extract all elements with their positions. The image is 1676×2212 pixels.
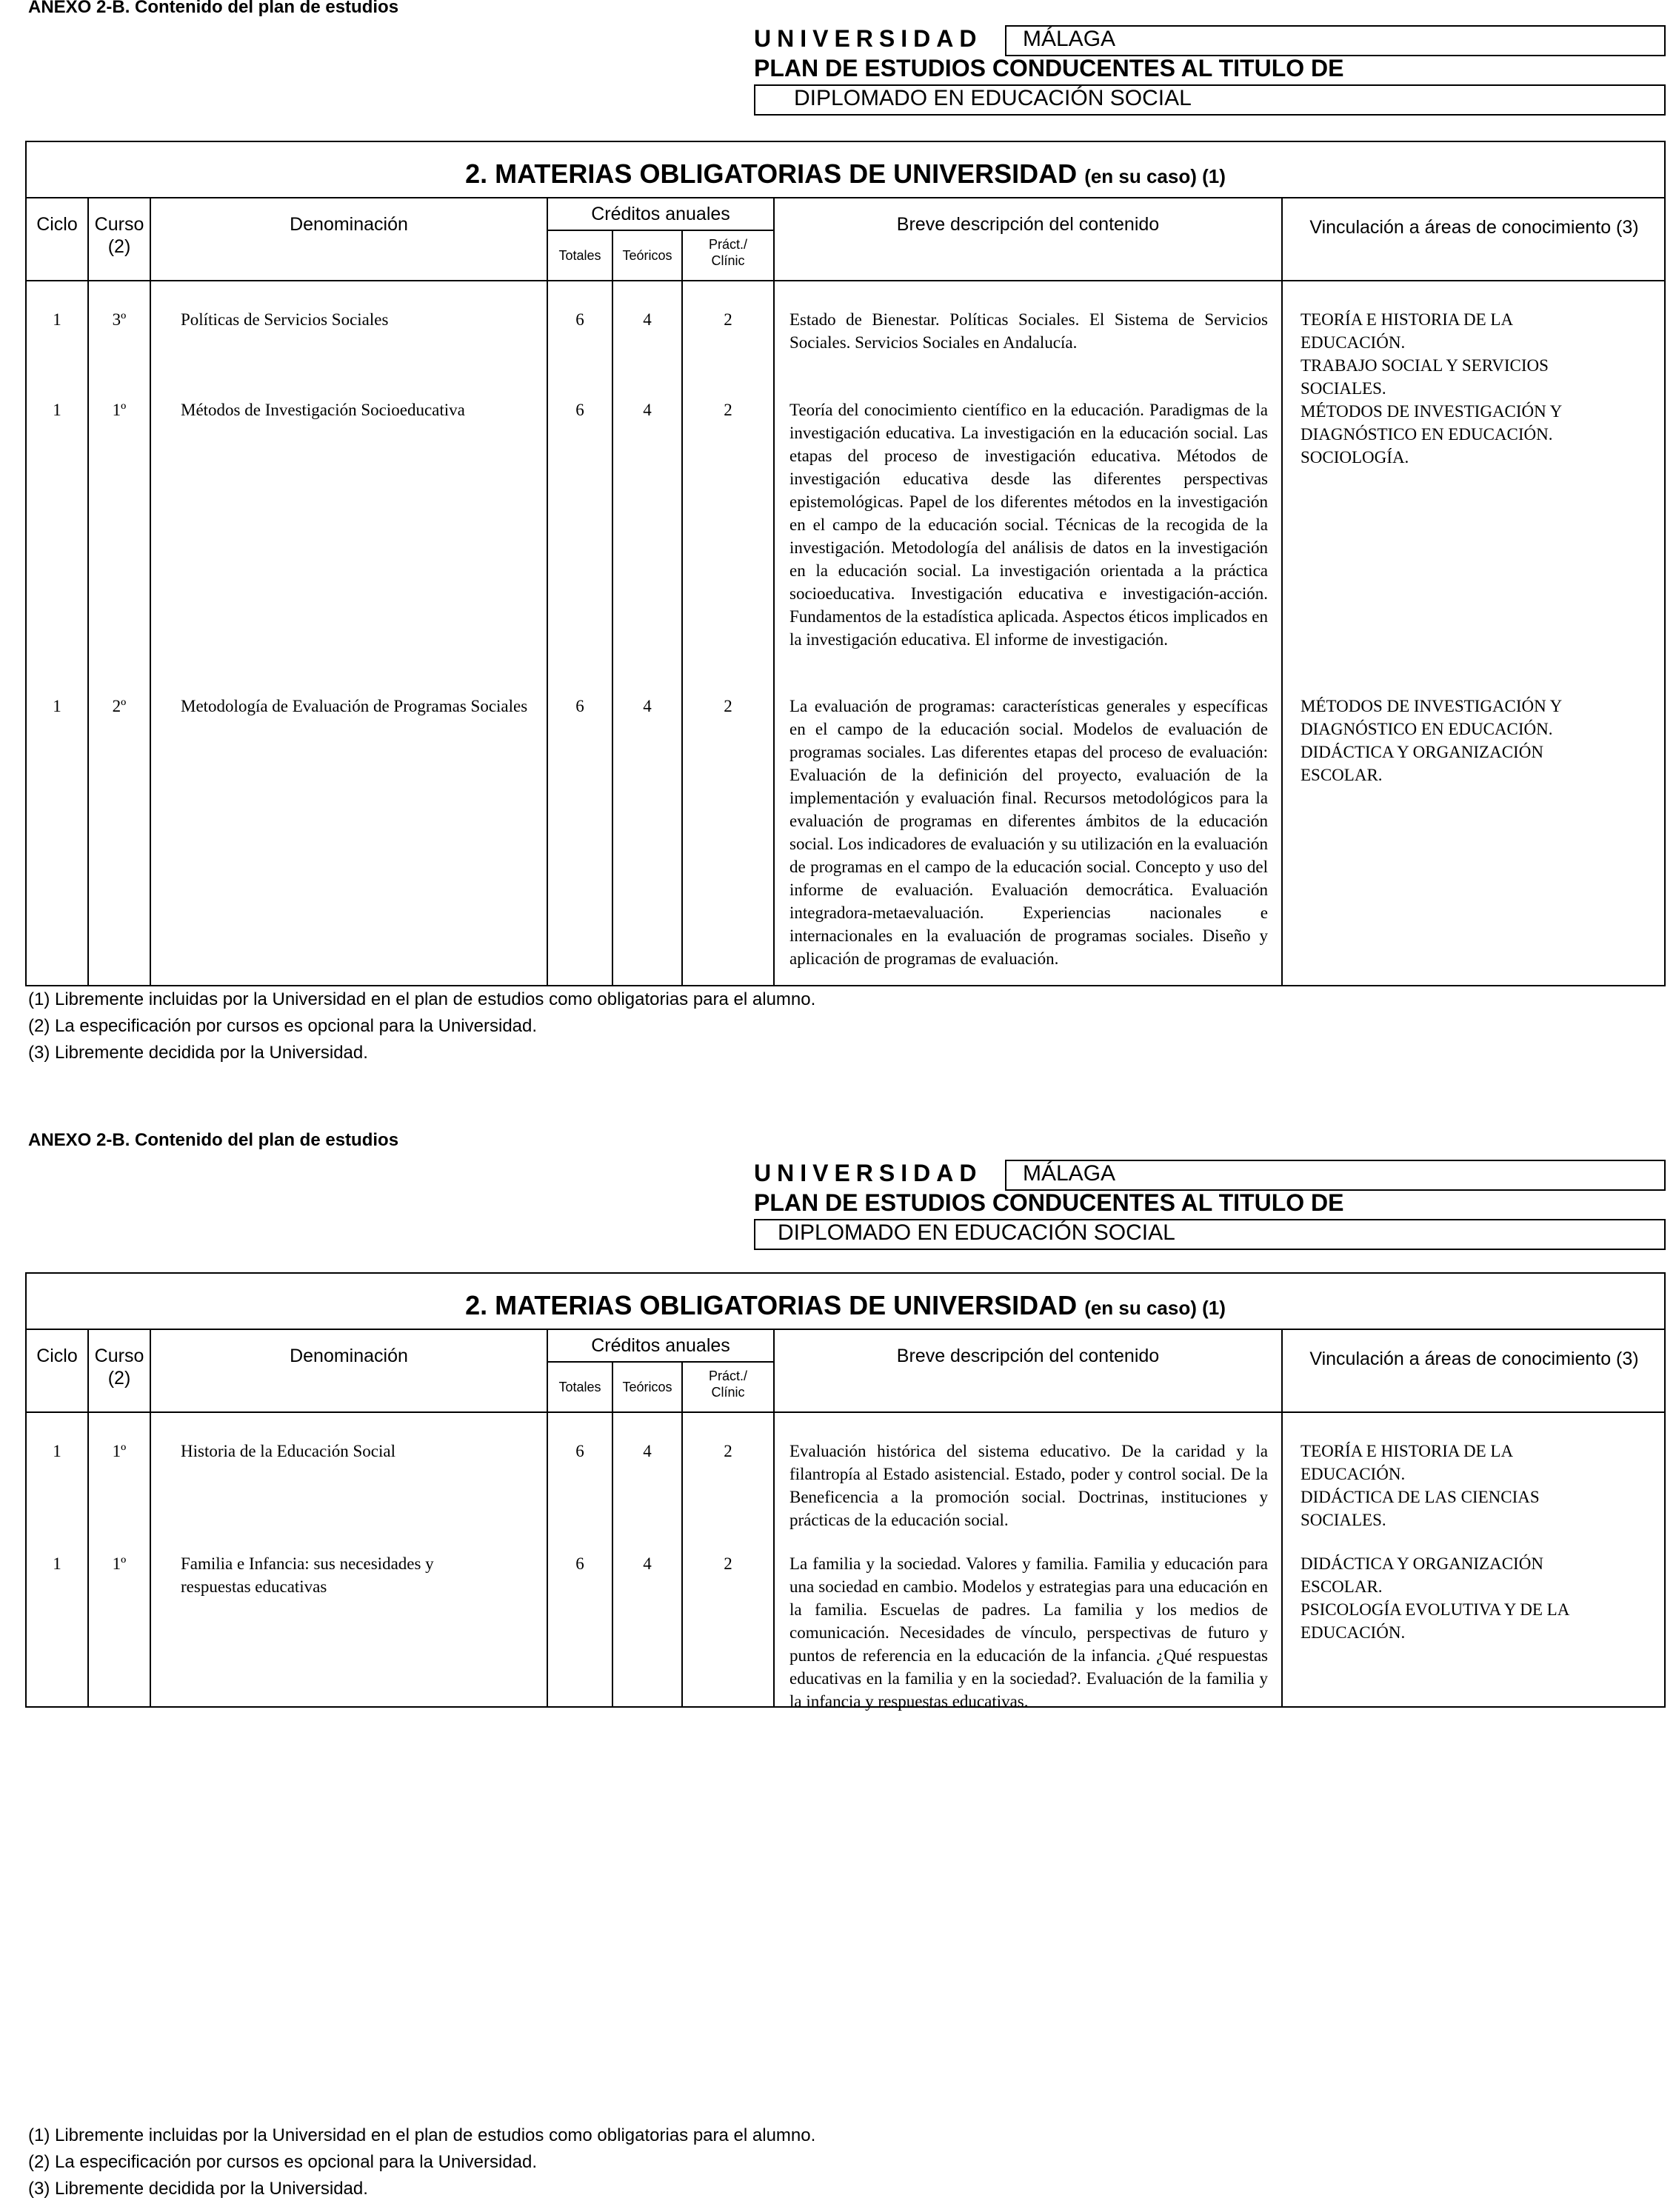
row-totales: 6 [575, 1442, 584, 1460]
row-teoricos: 4 [643, 1554, 652, 1573]
footnote-3: (3) Libremente decidida por la Universidad. [28, 2179, 368, 2199]
university-name: MÁLAGA [1023, 1161, 1116, 1186]
row-ciclo: 1 [53, 697, 61, 715]
row-curso: 1º [112, 1554, 127, 1573]
footnote-2: (2) La especificación por cursos es opcional para la Universidad. [28, 2152, 538, 2172]
row-totales: 6 [575, 1554, 584, 1573]
header-pract: Práct./ [708, 1369, 747, 1383]
row-curso: 1º [112, 401, 127, 419]
footnote-1: (1) Libremente incluidas por la Universidad en el plan de estudios como obligatorias para el alumno. [28, 989, 816, 1009]
row-practicos: 2 [724, 1554, 732, 1573]
header-curso: Curso [94, 214, 144, 235]
header-clinic: Clínic [711, 253, 745, 268]
header-totales: Totales [558, 1380, 601, 1394]
vinculacion-group: TEORÍA E HISTORIA DE LA EDUCACIÓN. TRABAJO SOCIAL Y SERVICIOS SOCIALES. MÉTODOS DE INVESTIGACIÓN Y DIAGNÓSTICO EN EDUCACIÓN. SOCIOLOGÍA. [1301, 310, 1563, 467]
row-teoricos: 4 [643, 1442, 652, 1460]
row-descripcion: La evaluación de programas: características generales y específicas en el campo de la educación social. Modelos de evaluación de programas sociales. Las diferentes etapas del proceso de evaluación: Evaluación de la definición del proyecto, evaluación de la implementación y evaluación final. Recursos metodológicos para la evaluación de programas en diferentes ámbitos de la educación social. Los indicadores de evaluación y su utilización en la evaluación de programas en el campo de la educación social. Concepto y uso del informe de evaluación. Evaluación democrática. Evaluación integradora-metaevaluación. Experiencias nacionales e internacionales en la evaluación de programas sociales. Diseño y aplicación de programas de evaluación. [789, 697, 1268, 968]
row-denominacion: Familia e Infancia: sus necesidades y respuestas educativas [181, 1554, 434, 1596]
row-ciclo: 1 [53, 1442, 61, 1460]
row-practicos: 2 [724, 1442, 732, 1460]
annex-heading: ANEXO 2-B. Contenido del plan de estudios [28, 0, 399, 17]
header-vinculacion: Vinculación a áreas de conocimiento (3) [1309, 217, 1639, 238]
header-vinculacion: Vinculación a áreas de conocimiento (3) [1309, 1349, 1639, 1369]
row-curso: 1º [112, 1442, 127, 1460]
university-name: MÁLAGA [1023, 27, 1116, 51]
row-denominacion: Metodología de Evaluación de Programas Sociales [181, 697, 528, 715]
university-label: UNIVERSIDAD [754, 1160, 983, 1186]
vinculacion-group: DIDÁCTICA Y ORGANIZACIÓN ESCOLAR. PSICOLOGÍA EVOLUTIVA Y DE LA EDUCACIÓN. [1301, 1554, 1570, 1642]
row-totales: 6 [575, 697, 584, 715]
annex-heading: ANEXO 2-B. Contenido del plan de estudios [28, 1130, 399, 1150]
row-practicos: 2 [724, 401, 732, 419]
table-title: 2. MATERIAS OBLIGATORIAS DE UNIVERSIDAD (en su caso) (1) [465, 1290, 1226, 1320]
row-descripcion: Evaluación histórica del sistema educativo. De la caridad y la filantropía al Estado asistencial. Estado, poder y control social. De la Beneficencia a la promoción social. Doctrinas, instituciones y prácticas de la educación social. [789, 1442, 1268, 1529]
footnote-2: (2) La especificación por cursos es opcional para la Universidad. [28, 1016, 538, 1036]
degree-box [754, 1219, 1666, 1250]
header-denominacion: Denominación [290, 214, 408, 235]
materias-table [25, 141, 1666, 986]
row-practicos: 2 [724, 697, 732, 715]
plan-label: PLAN DE ESTUDIOS CONDUCENTES AL TITULO DE [754, 1189, 1344, 1216]
degree-name: DIPLOMADO EN EDUCACIÓN SOCIAL [778, 1220, 1175, 1245]
header-descripcion: Breve descripción del contenido [896, 1346, 1160, 1366]
header-denominacion: Denominación [290, 1346, 408, 1366]
vinculacion-group: TEORÍA E HISTORIA DE LA EDUCACIÓN. DIDÁCTICA DE LAS CIENCIAS SOCIALES. [1301, 1442, 1540, 1529]
row-denominacion: Historia de la Educación Social [181, 1442, 395, 1460]
row-totales: 6 [575, 401, 584, 419]
degree-box [754, 84, 1666, 116]
header-creditos: Créditos anuales [591, 1335, 730, 1356]
row-descripcion: La familia y la sociedad. Valores y familia. Familia y educación para una sociedad en cambio. Modelos y estrategias para una educación en la familia. Escuelas de padres. La familia y los medios de comunicación. Necesidades de vínculo, perspectivas de futuro y puntos de referencia en la educación de la infancia. ¿Qué respuestas educativas en la familia y en la sociedad?. Evaluación de la familia y la infancia y respuestas educativas. [789, 1554, 1268, 1711]
university-name-box [1005, 1160, 1666, 1191]
header-curso-note: (2) [107, 1368, 131, 1389]
header-pract: Práct./ [708, 237, 747, 252]
row-ciclo: 1 [53, 1554, 61, 1573]
row-denominacion: Métodos de Investigación Socioeducativa [181, 401, 465, 419]
row-teoricos: 4 [643, 310, 652, 329]
header-teoricos: Teóricos [622, 248, 672, 263]
row-curso: 2º [112, 697, 127, 715]
row-totales: 6 [575, 310, 584, 329]
header-curso: Curso [94, 1346, 144, 1366]
row-descripcion: Estado de Bienestar. Políticas Sociales. El Sistema de Servicios Sociales. Servicios Sociales en Andalucía. [789, 310, 1268, 352]
university-label: UNIVERSIDAD [754, 25, 983, 52]
vinculacion-group: MÉTODOS DE INVESTIGACIÓN Y DIAGNÓSTICO EN EDUCACIÓN. DIDÁCTICA Y ORGANIZACIÓN ESCOLAR. [1301, 697, 1563, 784]
footnote-1: (1) Libremente incluidas por la Universidad en el plan de estudios como obligatorias para el alumno. [28, 2125, 816, 2145]
row-ciclo: 1 [53, 310, 61, 329]
degree-name: DIPLOMADO EN EDUCACIÓN SOCIAL [794, 86, 1192, 110]
plan-label: PLAN DE ESTUDIOS CONDUCENTES AL TITULO DE [754, 55, 1344, 81]
row-curso: 3º [112, 310, 127, 329]
header-totales: Totales [558, 248, 601, 263]
header-ciclo: Ciclo [36, 214, 78, 235]
header-descripcion: Breve descripción del contenido [896, 214, 1160, 235]
university-name-box [1005, 25, 1666, 56]
footnote-3: (3) Libremente decidida por la Universidad. [28, 1043, 368, 1063]
header-teoricos: Teóricos [622, 1380, 672, 1394]
materias-table [25, 1272, 1666, 1711]
header-curso-note: (2) [107, 236, 131, 257]
row-teoricos: 4 [643, 697, 652, 715]
row-denominacion: Políticas de Servicios Sociales [181, 310, 389, 329]
row-ciclo: 1 [53, 401, 61, 419]
row-descripcion: Teoría del conocimiento científico en la educación. Paradigmas de la investigación educativa. La investigación en la educación social. Las etapas del proceso de investigación educativa. Métodos de investigación educativa desde las diferentes perspectivas epistemológicas. Papel de los diferentes métodos en la investigación en el campo de la educación social. Técnicas de la recogida de la investigación. Metodología del análisis de datos en la investigación en la educación social. La investigación orientada a la práctica socioeducativa. Investigación educativa e investigación-acción. Fundamentos de la estadística aplicada. Aspectos éticos implicados en la investigación educativa. El informe de investigación. [789, 401, 1268, 649]
header-creditos: Créditos anuales [591, 204, 730, 224]
table-title: 2. MATERIAS OBLIGATORIAS DE UNIVERSIDAD (en su caso) (1) [465, 158, 1226, 189]
header-clinic: Clínic [711, 1385, 745, 1400]
header-ciclo: Ciclo [36, 1346, 78, 1366]
row-practicos: 2 [724, 310, 732, 329]
row-teoricos: 4 [643, 401, 652, 419]
